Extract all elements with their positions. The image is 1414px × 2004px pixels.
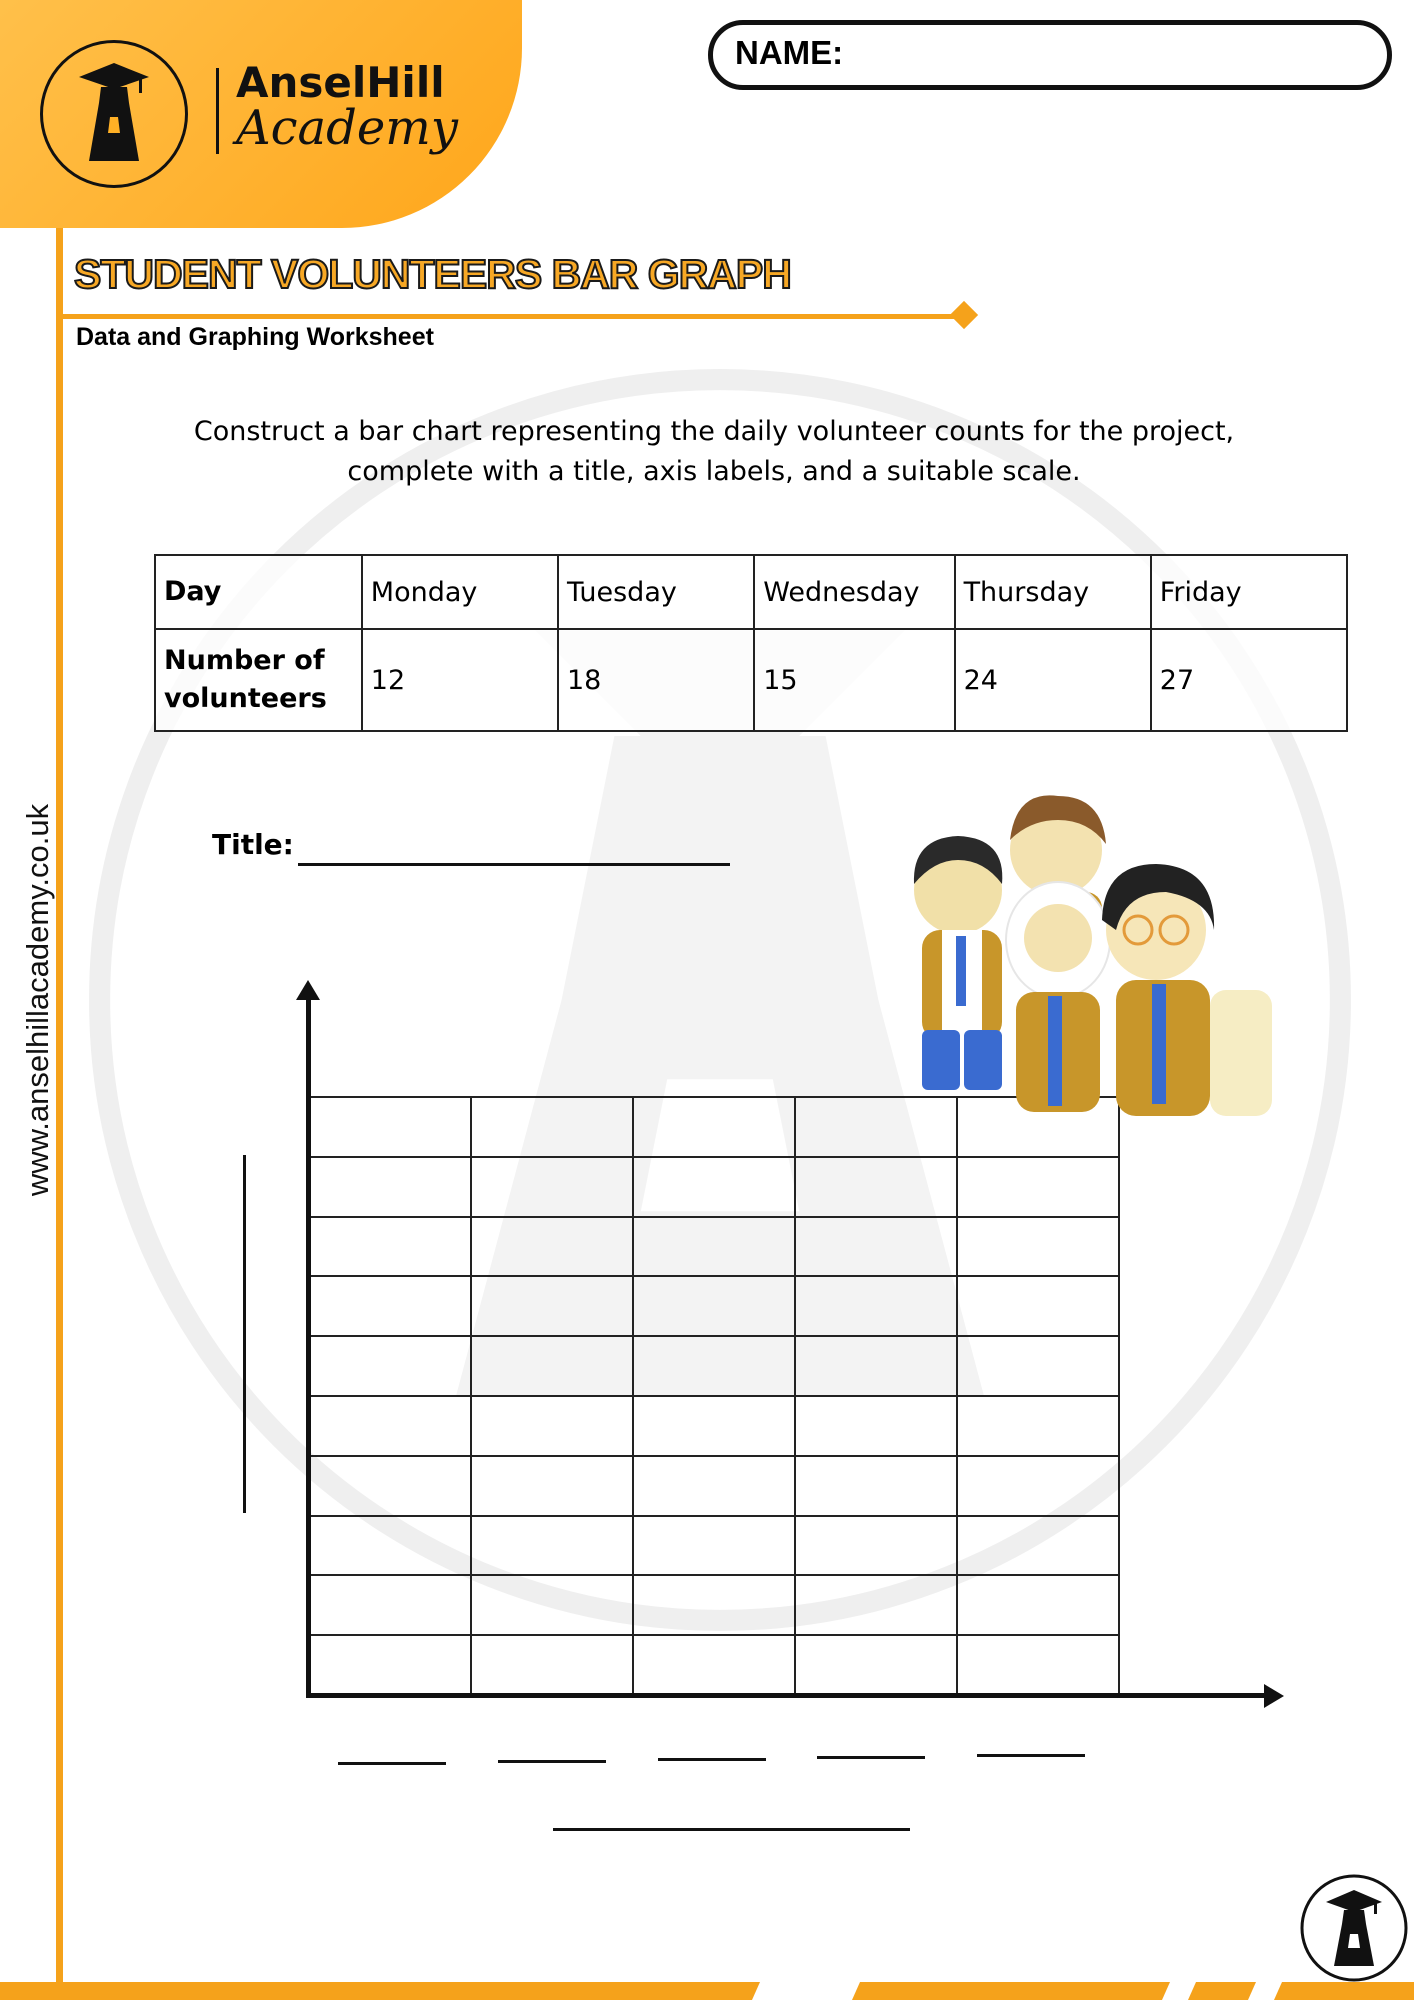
grid-row <box>309 1456 1119 1516</box>
table-cell-day: Thursday <box>955 555 1151 629</box>
x-axis-arrow-icon <box>1264 1684 1284 1708</box>
table-cell-value: 18 <box>558 629 754 731</box>
y-axis-label-line[interactable] <box>243 1155 246 1513</box>
volunteer-data-table <box>154 554 1348 732</box>
graph-title-answer-line[interactable] <box>298 863 730 866</box>
logo-text-primary: AnselHill <box>236 58 445 107</box>
title-underline <box>62 314 968 319</box>
x-category-label-line[interactable] <box>498 1760 606 1763</box>
table-header-volunteers: Number of volunteers <box>155 629 362 731</box>
website-url: www.anselhillacademy.co.uk <box>20 803 55 1197</box>
grid-row <box>309 1217 1119 1277</box>
table-cell-value: 24 <box>955 629 1151 731</box>
x-axis-label-line[interactable] <box>553 1828 910 1831</box>
grid-row <box>309 1396 1119 1456</box>
instructions-text: Construct a bar chart representing the daily volunteer counts for the project, complete with a title, axis labels, and a suitable scale. <box>193 416 1235 487</box>
logo-divider <box>216 68 219 154</box>
tower-icon <box>43 43 185 185</box>
y-axis <box>306 990 311 1697</box>
grid-row <box>309 1516 1119 1576</box>
page-subtitle: Data and Graphing Worksheet <box>76 323 434 351</box>
academy-badge-icon <box>1298 1872 1410 1984</box>
table-cell-value: 27 <box>1151 629 1347 731</box>
page-title: STUDENT VOLUNTEERS BAR GRAPH <box>74 251 791 297</box>
grid-row <box>309 1157 1119 1217</box>
bottom-bar-stripes <box>0 1982 1414 2000</box>
table-cell-day: Tuesday <box>558 555 754 629</box>
table-header-day: Day <box>155 555 362 629</box>
table-row-volunteers <box>155 629 1347 731</box>
blank-graph-grid[interactable] <box>308 1096 1120 1696</box>
grid-row <box>309 1276 1119 1336</box>
table-cell-day: Monday <box>362 555 558 629</box>
academy-logo-icon <box>40 40 188 188</box>
title-diamond <box>950 301 978 329</box>
grid-row <box>309 1575 1119 1635</box>
name-label: NAME: <box>735 34 844 71</box>
table-cell-value: 15 <box>754 629 954 731</box>
x-category-label-line[interactable] <box>338 1762 446 1765</box>
logo-text-secondary: Academy <box>236 100 458 156</box>
left-accent-rule <box>56 228 63 2000</box>
table-row-days <box>155 555 1347 629</box>
grid-row <box>309 1336 1119 1396</box>
graph-title-label: Title: <box>212 828 294 861</box>
student-volunteers-illustration <box>826 780 1272 1136</box>
y-axis-arrow-icon <box>296 980 320 1000</box>
x-axis <box>306 1693 1270 1698</box>
x-category-label-line[interactable] <box>817 1756 925 1759</box>
table-cell-value: 12 <box>362 629 558 731</box>
x-category-label-line[interactable] <box>658 1758 766 1761</box>
grid-row <box>309 1635 1119 1695</box>
table-cell-day: Wednesday <box>754 555 954 629</box>
x-category-label-line[interactable] <box>977 1754 1085 1757</box>
bottom-accent-bar <box>0 1982 1414 2000</box>
table-cell-day: Friday <box>1151 555 1347 629</box>
